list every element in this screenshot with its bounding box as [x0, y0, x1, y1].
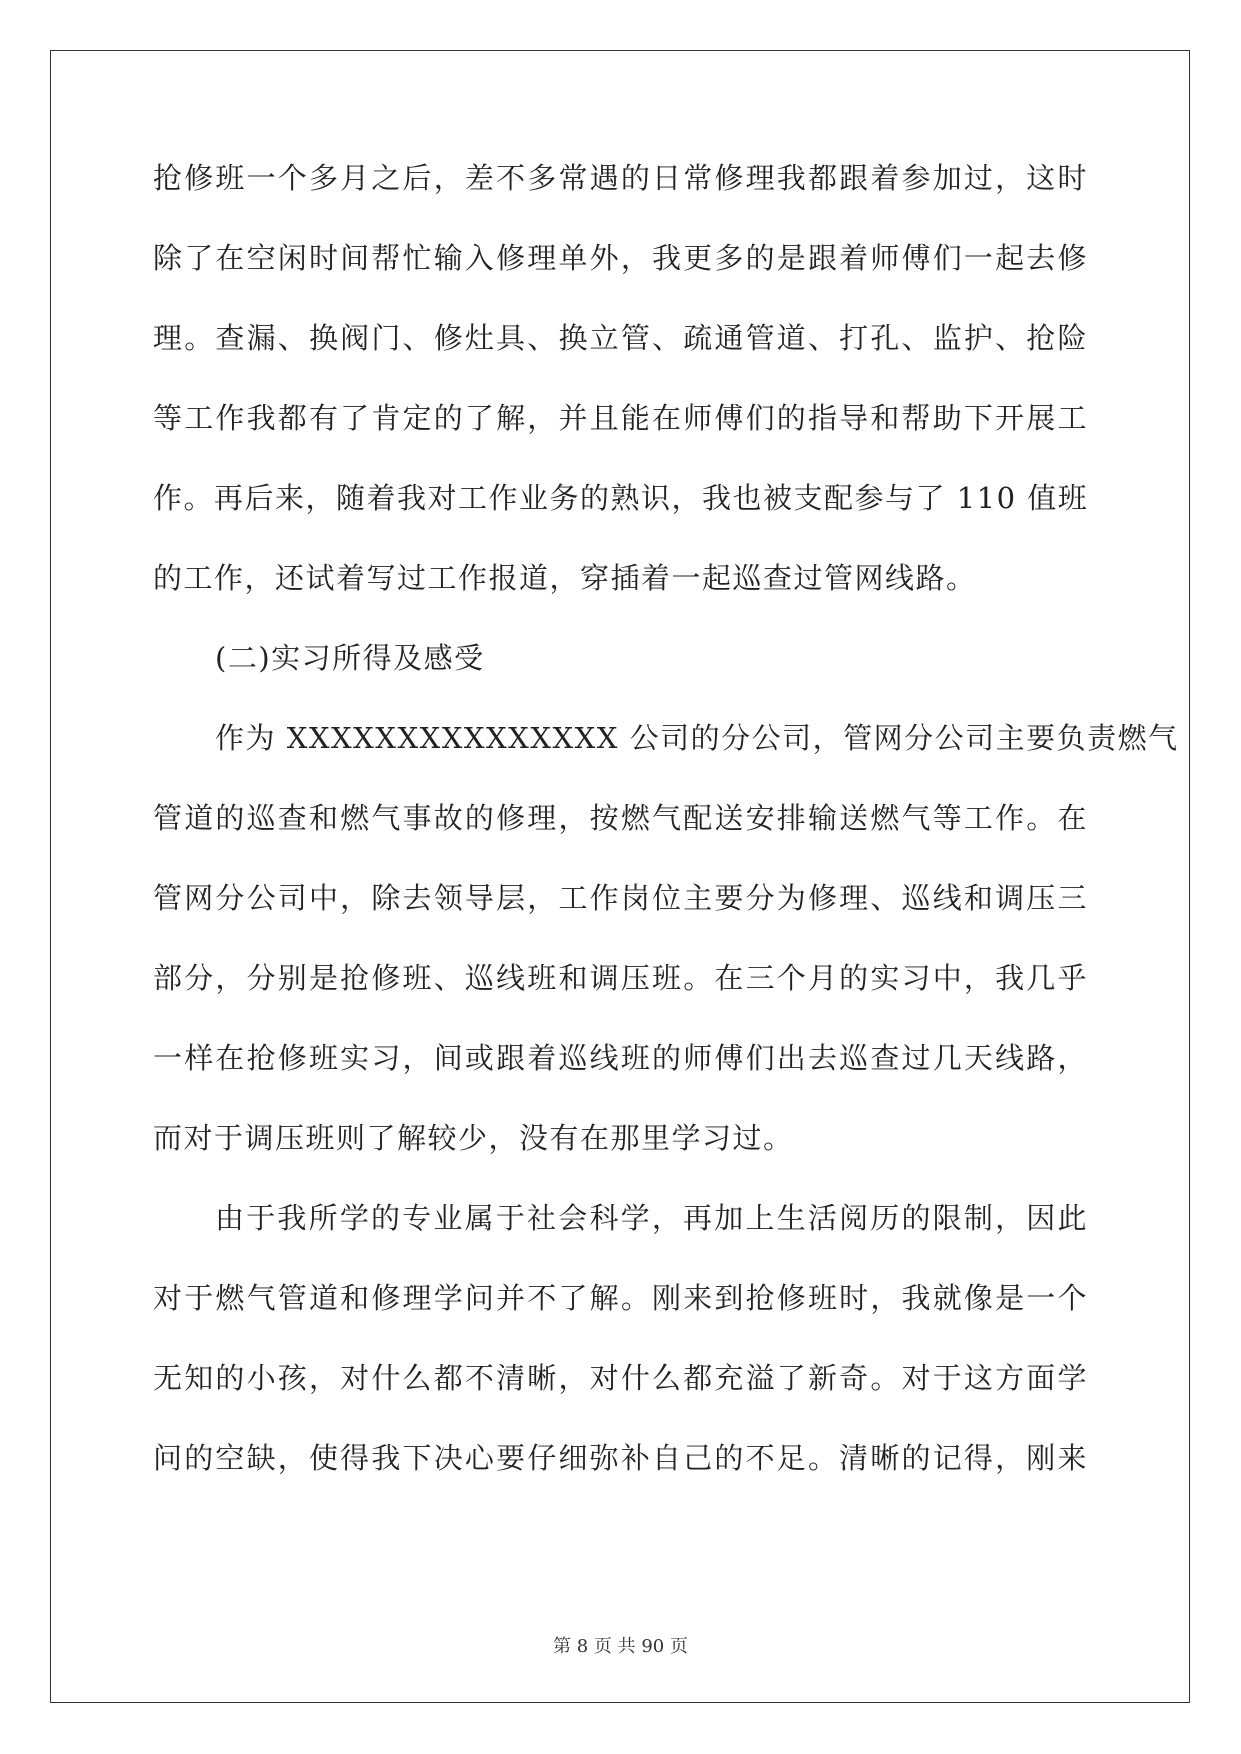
text-line: 等工作我都有了肯定的了解，并且能在师傅们的指导和帮助下开展工 — [153, 401, 1088, 435]
text-line: 管网分公司中，除去领导层，工作岗位主要分为修理、巡线和调压三 — [153, 881, 1088, 915]
text-line: 的工作，还试着写过工作报道，穿插着一起巡查过管网线路。 — [153, 561, 977, 595]
paragraph-1 — [153, 158, 1088, 638]
text-line: 对于燃气管道和修理学问并不了解。刚来到抢修班时，我就像是一个 — [153, 1281, 1088, 1315]
paragraph-3 — [153, 1198, 1088, 1478]
page-number-footer: 第 8 页 共 90 页 — [553, 1636, 688, 1657]
paragraph-2 — [153, 718, 1179, 1198]
text-line: 理。查漏、换阀门、修灶具、换立管、疏通管道、打孔、监护、抢险 — [153, 321, 1088, 355]
text-line: 管道的巡查和燃气事故的修理，按燃气配送安排输送燃气等工作。在 — [153, 801, 1088, 835]
text-line: 一样在抢修班实习，间或跟着巡线班的师傅们出去巡查过几天线路， — [153, 1041, 1088, 1075]
text-line: 由于我所学的专业属于社会科学，再加上生活阅历的限制，因此 — [215, 1201, 1088, 1235]
text-line: 无知的小孩，对什么都不清晰，对什么都充溢了新奇。对于这方面学 — [153, 1361, 1088, 1395]
text-line: 抢修班一个多月之后，差不多常遇的日常修理我都跟着参加过，这时 — [153, 161, 1088, 195]
document-body — [153, 158, 1179, 1478]
text-line: 问的空缺，使得我下决心要仔细弥补自己的不足。清晰的记得，刚来 — [153, 1441, 1088, 1475]
heading-text: (二)实习所得及感受 — [215, 641, 485, 675]
text-line: 作。再后来，随着我对工作业务的熟识，我也被支配参与了 110 值班 — [153, 481, 1089, 515]
text-line: 除了在空闲时间帮忙输入修理单外，我更多的是跟着师傅们一起去修 — [153, 241, 1088, 275]
text-line: 作为 XXXXXXXXXXXXXXX 公司的分公司，管网分公司主要负责燃气 — [215, 721, 1179, 755]
text-line: 而对于调压班则了解较少，没有在那里学习过。 — [153, 1121, 794, 1155]
text-line: 部分，分别是抢修班、巡线班和调压班。在三个月的实习中，我几乎 — [153, 961, 1088, 995]
section-heading — [153, 638, 1088, 718]
